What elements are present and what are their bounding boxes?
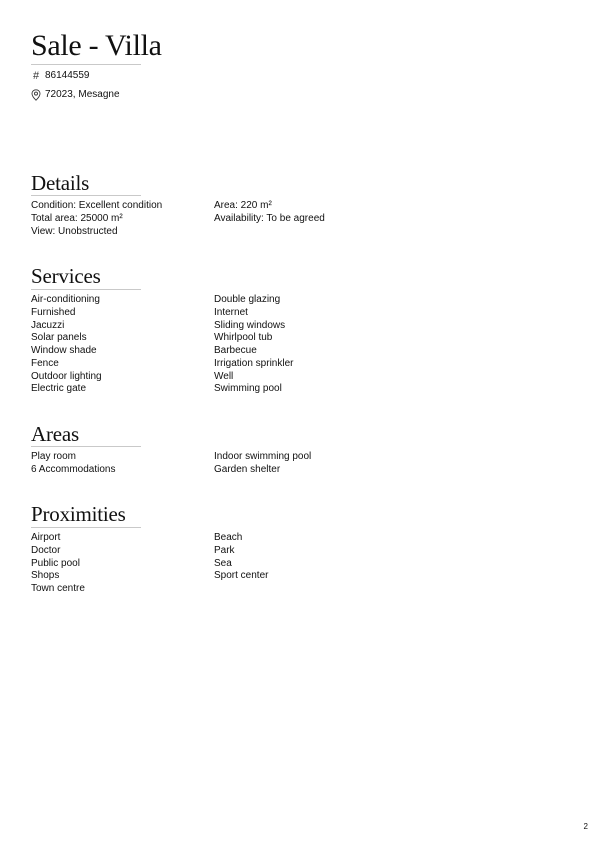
- proximities-divider: [31, 527, 141, 528]
- areas-right-list: [214, 451, 311, 477]
- list-item: Barbecue: [214, 345, 257, 356]
- list-item: Condition: Excellent condition: [31, 200, 163, 211]
- list-item: Sport center: [214, 570, 269, 582]
- list-item: Sliding windows: [214, 319, 286, 331]
- list-item: Indoor swimming pool: [214, 451, 312, 462]
- list-item: Solar panels: [31, 332, 87, 344]
- list-item: 6 Accommodations: [31, 463, 116, 475]
- list-item: Air-conditioning: [31, 294, 100, 305]
- list-item: Electric gate: [31, 383, 87, 395]
- areas-divider: [31, 446, 141, 447]
- list-item: Internet: [214, 306, 248, 318]
- list-item: Whirlpool tub: [214, 332, 273, 344]
- list-item: Sea: [214, 557, 232, 569]
- list-item: Irrigation sprinkler: [214, 357, 294, 369]
- hash-icon: #: [32, 70, 40, 82]
- list-item: Shops: [31, 570, 60, 582]
- list-item: Beach: [214, 532, 243, 543]
- areas-heading: Areas: [31, 422, 79, 446]
- list-item: Window shade: [31, 345, 97, 356]
- list-item: Airport: [31, 532, 61, 543]
- list-item: Town centre: [31, 583, 85, 594]
- areas-left-list: [31, 451, 116, 477]
- title-divider: [31, 64, 141, 65]
- list-item: Park: [214, 544, 235, 556]
- proximities-heading: Proximities: [31, 502, 126, 526]
- list-item: Outdoor lighting: [31, 370, 102, 382]
- list-item: Jacuzzi: [31, 319, 65, 331]
- list-item: Availability: To be agreed: [214, 212, 325, 224]
- details-heading: Details: [31, 171, 90, 195]
- list-item: Garden shelter: [214, 463, 281, 475]
- reference-number: 86144559: [45, 70, 90, 81]
- list-item: Fence: [31, 357, 59, 369]
- page-number: 2: [583, 822, 588, 831]
- list-item: Doctor: [31, 544, 61, 556]
- list-item: Public pool: [31, 557, 80, 569]
- services-left-list: [31, 294, 102, 396]
- services-divider: [31, 289, 141, 290]
- details-right-list: [214, 200, 325, 226]
- reference-line: [31, 69, 90, 83]
- location-text: 72023, Mesagne: [45, 89, 120, 100]
- list-item: View: Unobstructed: [31, 225, 118, 237]
- details-left-list: [31, 200, 162, 238]
- list-item: Well: [214, 370, 234, 382]
- services-right-list: [214, 294, 293, 396]
- location-line: [31, 88, 120, 102]
- proximities-left-list: [31, 532, 85, 596]
- list-item: Area: 220 m²: [214, 200, 272, 211]
- details-divider: [31, 195, 141, 196]
- services-heading: Services: [31, 264, 101, 288]
- list-item: Swimming pool: [214, 383, 282, 395]
- list-item: Play room: [31, 451, 77, 462]
- list-item: Furnished: [31, 306, 76, 318]
- list-item: Double glazing: [214, 294, 281, 305]
- page-title: Sale - Villa: [31, 29, 162, 62]
- location-pin-icon: [31, 89, 41, 101]
- list-item: Total area: 25000 m²: [31, 212, 123, 224]
- proximities-right-list: [214, 532, 268, 583]
